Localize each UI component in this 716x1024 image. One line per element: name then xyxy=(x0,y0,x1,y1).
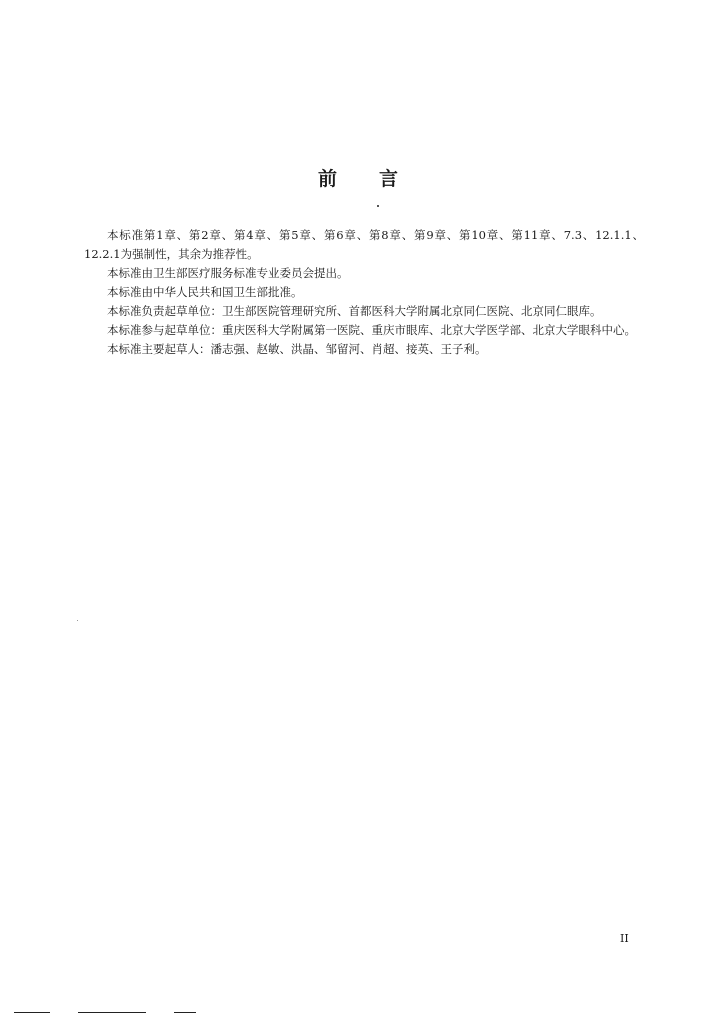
paragraph-mandatory-clauses: 本标准第1章、第2章、第4章、第5章、第6章、第8章、第9章、第10章、第11章、7.3、12.1.1、12.2.1为强制性，其余为推荐性。 xyxy=(84,228,644,261)
paragraph-participating-drafters: 本标准参与起草单位：重庆医科大学附属第一医院、重庆市眼库、北京大学医学部、北京大学眼科中心。 xyxy=(107,323,636,337)
title-char-right: 言 xyxy=(379,168,399,190)
decorative-dot xyxy=(377,205,379,207)
paragraph-approved-by: 本标准由中华人民共和国卫生部批准。 xyxy=(107,285,303,299)
footer-rule xyxy=(78,1012,146,1013)
page-number: II xyxy=(620,932,629,945)
footer-rule xyxy=(174,1012,196,1013)
foreword-body xyxy=(84,226,644,359)
footer-rule xyxy=(14,1012,50,1013)
page-title xyxy=(0,164,716,191)
title-char-left: 前 xyxy=(317,168,337,190)
paragraph-main-authors: 本标准主要起草人：潘志强、赵敏、洪晶、邹留河、肖超、接英、王子利。 xyxy=(107,342,487,356)
paragraph-lead-drafters: 本标准负责起草单位：卫生部医院管理研究所、首都医科大学附属北京同仁医院、北京同仁眼库。 xyxy=(107,304,602,318)
scan-speck xyxy=(77,620,78,621)
paragraph-proposed-by: 本标准由卫生部医疗服务标准专业委员会提出。 xyxy=(107,266,349,280)
